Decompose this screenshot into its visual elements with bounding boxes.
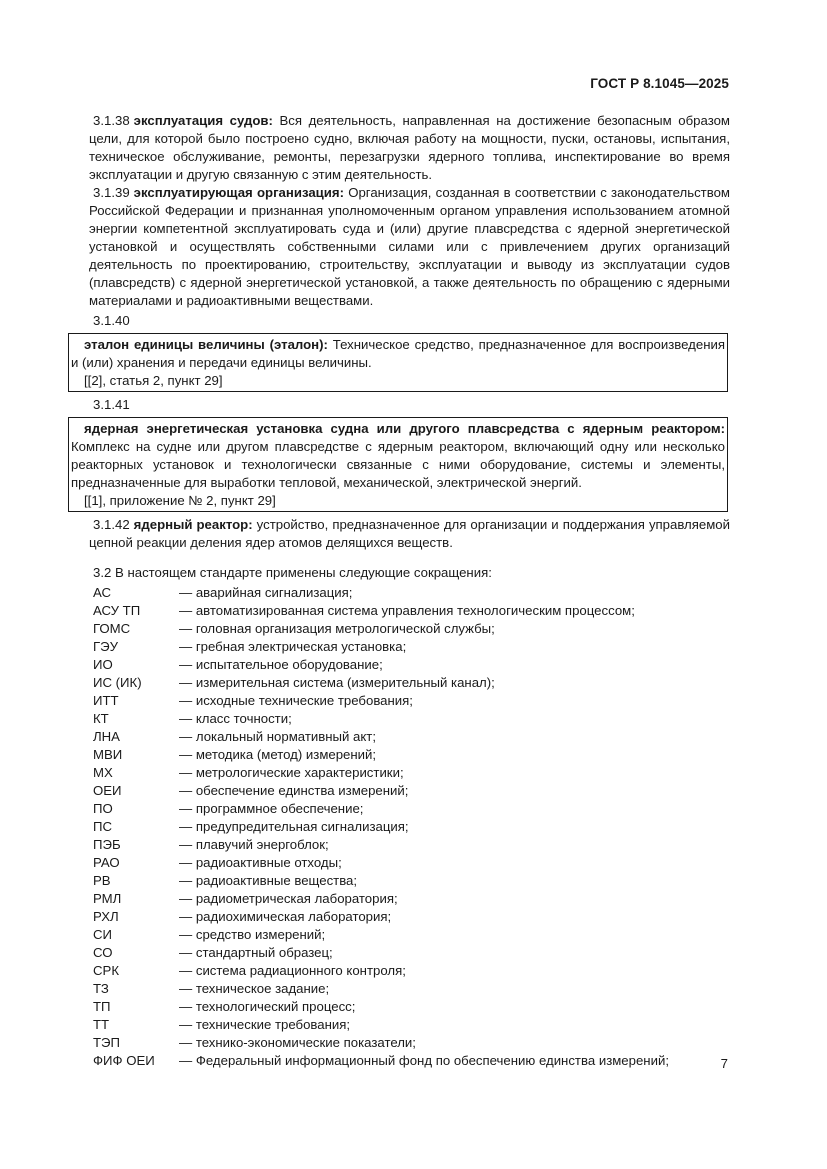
abbreviation-desc: — головная организация метрологической службы; (179, 621, 495, 636)
definition-box-3-1-41 (68, 417, 728, 512)
abbreviations-intro: 3.2 В настоящем стандарте применены следующие сокращения: (93, 565, 492, 580)
abbreviation-row (93, 908, 669, 926)
abbreviation-code: АС (93, 585, 112, 600)
abbreviation-code: ГЭУ (93, 639, 118, 654)
abbreviation-code: ФИФ ОЕИ (93, 1053, 155, 1068)
abbreviation-row (93, 800, 669, 818)
abbreviation-row (93, 944, 669, 962)
clause-number: 3.1.42 (93, 517, 130, 532)
abbreviation-code: ТП (93, 999, 111, 1014)
abbreviation-row (93, 638, 669, 656)
abbreviation-code: ПС (93, 819, 113, 834)
abbreviation-code: СИ (93, 927, 113, 942)
abbreviations-table (93, 584, 669, 1070)
abbreviation-code: ГОМС (93, 621, 131, 636)
term: эксплуатация судов: (133, 113, 273, 128)
abbreviation-row (93, 1052, 669, 1070)
abbreviation-row (93, 818, 669, 836)
abbreviation-row (93, 746, 669, 764)
abbreviation-desc: — технико-экономические показатели; (179, 1035, 416, 1050)
clause-number-3-1-40: 3.1.40 (93, 313, 130, 328)
abbreviation-desc: — Федеральный информационный фонд по обеспечению единства измерений; (179, 1053, 669, 1068)
abbreviation-code: СО (93, 945, 113, 960)
abbreviation-desc: — технические требования; (179, 1017, 351, 1032)
abbreviation-code: ПЭБ (93, 837, 121, 852)
abbreviation-desc: — система радиационного контроля; (179, 963, 406, 978)
abbreviation-code: РМЛ (93, 891, 122, 906)
abbreviation-row (93, 764, 669, 782)
abbreviation-desc: — средство измерений; (179, 927, 326, 942)
abbreviation-desc: — плавучий энергоблок; (179, 837, 329, 852)
definition-text: Комплекс на судне или другом плавсредстве с ядерным реактором, включающий одну или несколько реакторных установок и технологически связанные с ними оборудование, системы и элементы, предназначенные для выработки тепловой, механической, электрической энергий. (71, 439, 725, 490)
abbreviation-desc: — методика (метод) измерений; (179, 747, 377, 762)
definition-3-1-39 (89, 184, 730, 310)
definition-box-3-1-40 (68, 333, 728, 392)
abbreviation-desc: — гребная электрическая установка; (179, 639, 407, 654)
abbreviation-desc: — техническое задание; (179, 981, 330, 996)
definition-text: Организация, созданная в соответствии с законодательством Российской Федерации и признанная уполномоченным органом управления использованием атомной энергии компетентной эксплуатировать суда и (или) другие плавсредства с ядерной энергетической установкой и осуществлять собственными силами или с привлечением других организаций деятельность по проектированию, строительству, эксплуатации и выводу из эксплуатации судов (плавсредств) с ядерной энергетической установкой, а также деятельность по обращению с ядерными материалами и радиоактивными веществами. (89, 185, 730, 308)
abbreviation-desc: — испытательное оборудование; (179, 657, 383, 672)
abbreviation-row (93, 602, 669, 620)
term: эксплуатирующая организация: (133, 185, 344, 200)
term: ядерный реактор: (133, 517, 253, 532)
abbreviation-code: АСУ ТП (93, 603, 141, 618)
definition-text: устройство, предназначенное для организации и поддержания управляемой цепной реакции деления ядер атомов делящихся веществ. (89, 517, 730, 550)
abbreviation-desc: — технологический процесс; (179, 999, 356, 1014)
abbreviation-desc: — радиометрическая лаборатория; (179, 891, 398, 906)
page-content (71, 112, 730, 1070)
page-number: 7 (720, 1056, 728, 1071)
abbreviation-code: МВИ (93, 747, 123, 762)
abbreviation-code: ИС (ИК) (93, 675, 142, 690)
abbreviation-desc: — стандартный образец; (179, 945, 333, 960)
definition-3-1-40 (71, 336, 725, 372)
abbreviation-desc: — исходные технические требования; (179, 693, 413, 708)
abbreviation-row (93, 836, 669, 854)
abbreviation-desc: — класс точности; (179, 711, 292, 726)
document-id: ГОСТ Р 8.1045—2025 (590, 76, 729, 91)
abbreviation-row (93, 656, 669, 674)
abbreviation-row (93, 1034, 669, 1052)
abbreviation-code: ЛНА (93, 729, 120, 744)
abbreviation-code: ИТТ (93, 693, 119, 708)
abbreviation-code: ИО (93, 657, 113, 672)
abbreviation-row (93, 926, 669, 944)
abbreviation-row (93, 620, 669, 638)
abbreviation-row (93, 998, 669, 1016)
abbreviation-row (93, 1016, 669, 1034)
abbreviation-row (93, 854, 669, 872)
abbreviation-row (93, 890, 669, 908)
source-reference: [[2], статья 2, пункт 29] (84, 373, 223, 388)
abbreviation-row (93, 728, 669, 746)
abbreviation-row (93, 872, 669, 890)
abbreviation-code: ТЭП (93, 1035, 121, 1050)
term: эталон единицы величины (эталон): (84, 337, 328, 352)
abbreviation-row (93, 692, 669, 710)
abbreviation-code: МХ (93, 765, 113, 780)
abbreviation-row (93, 980, 669, 998)
abbreviation-code: РХЛ (93, 909, 119, 924)
definition-text: Вся деятельность, направленная на достижение безопасным образом цели, для которой было построено судно, включая работу на мощности, пуски, остановы, испытания, техническое обслуживание, ремонты, перезагрузки ядерного топлива, инспектирование во время эксплуатации и другую связанную с этим деятельность. (89, 113, 730, 182)
source-reference: [[1], приложение № 2, пункт 29] (84, 493, 276, 508)
abbreviation-row (93, 584, 669, 602)
abbreviation-code: ПО (93, 801, 113, 816)
abbreviation-code: ТЗ (93, 981, 109, 996)
clause-number: 3.1.39 (93, 185, 130, 200)
abbreviation-code: ОЕИ (93, 783, 122, 798)
abbreviation-code: РАО (93, 855, 120, 870)
abbreviation-row (93, 782, 669, 800)
abbreviation-desc: — измерительная система (измерительный канал); (179, 675, 495, 690)
abbreviation-desc: — метрологические характеристики; (179, 765, 404, 780)
abbreviation-code: СРК (93, 963, 120, 978)
abbreviation-desc: — радиоактивные отходы; (179, 855, 342, 870)
abbreviation-row (93, 674, 669, 692)
abbreviation-row (93, 962, 669, 980)
clause-number: 3.1.38 (93, 113, 130, 128)
abbreviation-desc: — радиохимическая лаборатория; (179, 909, 392, 924)
term: ядерная энергетическая установка судна или другого плавсредства с ядерным реактором: (84, 421, 725, 436)
abbreviation-code: РВ (93, 873, 111, 888)
definition-3-1-41 (71, 420, 725, 492)
definition-3-1-42 (89, 516, 730, 552)
abbreviation-code: ТТ (93, 1017, 110, 1032)
abbreviation-code: КТ (93, 711, 109, 726)
definition-text: Техническое средство, предназначенное для воспроизведения и (или) хранения и передачи единицы величины. (71, 337, 726, 370)
abbreviation-desc: — автоматизированная система управления технологическим процессом; (179, 603, 635, 618)
abbreviation-desc: — программное обеспечение; (179, 801, 364, 816)
abbreviation-desc: — радиоактивные вещества; (179, 873, 358, 888)
abbreviation-row (93, 710, 669, 728)
abbreviation-desc: — обеспечение единства измерений; (179, 783, 409, 798)
abbreviation-desc: — аварийная сигнализация; (179, 585, 353, 600)
abbreviation-desc: — предупредительная сигнализация; (179, 819, 409, 834)
abbreviation-desc: — локальный нормативный акт; (179, 729, 377, 744)
clause-number-3-1-41: 3.1.41 (93, 397, 130, 412)
definition-3-1-38 (89, 112, 730, 184)
